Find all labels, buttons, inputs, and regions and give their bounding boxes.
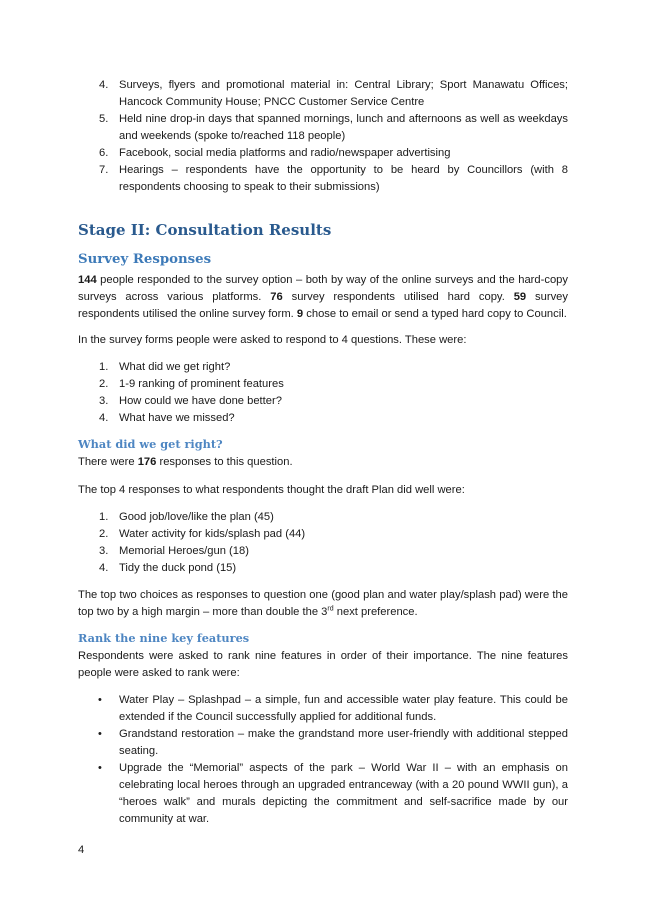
list-number: 2. <box>99 378 109 390</box>
list-item <box>78 726 568 760</box>
responses-text: responses to this question. <box>156 456 293 468</box>
survey-text: chose to email or send a typed hard copy to Council. <box>303 308 567 320</box>
margin-text: The top two choices as responses to question one (good plan and water play/splash pad) were the top two by a high margin – more than double the 3 <box>78 589 568 618</box>
rank-intro: Respondents were asked to rank nine features in order of their importance. The nine features people were asked to rank were: <box>78 650 568 679</box>
ordinal-suffix: rd <box>327 605 334 613</box>
list-number: 3. <box>99 395 109 407</box>
responses-line <box>78 454 568 471</box>
list-item <box>78 162 568 196</box>
respondent-count: 144 <box>78 274 97 286</box>
bullet-icon: • <box>98 694 102 706</box>
list-item <box>78 145 568 162</box>
what-did-we-get-right-heading: What did we get right? <box>78 437 223 451</box>
consultation-methods-list <box>78 77 568 196</box>
list-number: 7. <box>99 164 109 176</box>
responses-count: 176 <box>137 456 157 468</box>
online-count: 59 <box>513 291 527 303</box>
margin-paragraph <box>78 587 568 621</box>
survey-paragraph <box>78 272 568 323</box>
list-number: 4. <box>99 79 109 91</box>
list-number: 1. <box>99 361 109 373</box>
rank-features-heading: Rank the nine key features <box>78 631 250 645</box>
list-item <box>78 111 568 145</box>
questions-list <box>78 359 568 427</box>
list-number: 4. <box>99 412 109 424</box>
list-item-text: Upgrade the “Memorial” aspects of the park – World War II – with an emphasis on celebrating local heroes through an upgraded entranceway (with a 20 pound WWII gun), a “heroes walk” and murals depicting the commitment and self-sacrifice made by our community at war. <box>119 762 568 825</box>
list-item-text: Good job/love/like the plan (45) <box>119 511 274 523</box>
list-number: 4. <box>99 562 109 574</box>
stage-heading: Stage II: Consultation Results <box>78 221 332 239</box>
list-item <box>78 77 568 111</box>
list-number: 5. <box>99 113 109 125</box>
responses-text: There were <box>78 456 138 468</box>
list-item <box>78 359 568 376</box>
survey-responses-heading: Survey Responses <box>78 252 212 267</box>
list-item-text: Water Play – Splashpad – a simple, fun and accessible water play feature. This could be extended if the Council successfully applied for additional funds. <box>119 694 568 723</box>
top4-list <box>78 509 568 577</box>
survey-text: survey respondents utilised the online survey form. <box>78 291 568 320</box>
list-number: 3. <box>99 545 109 557</box>
bullet-icon: • <box>98 762 102 774</box>
list-item <box>78 760 568 828</box>
list-item-text: 1-9 ranking of prominent features <box>119 378 284 390</box>
list-item-text: What have we missed? <box>119 412 235 424</box>
list-item-text: Hearings – respondents have the opportunity to be heard by Councillors (with 8 respondents choosing to speak to their submissions) <box>119 164 568 193</box>
list-item-text: Tidy the duck pond (15) <box>119 562 237 574</box>
list-item <box>78 692 568 726</box>
list-item-text: How could we have done better? <box>119 395 282 407</box>
list-number: 2. <box>99 528 109 540</box>
margin-text: next preference. <box>333 606 418 618</box>
list-item-text: Memorial Heroes/gun (18) <box>119 545 249 557</box>
list-item-text: Held nine drop-in days that spanned mornings, lunch and afternoons as well as weekdays and weekends (spoke to/reached 118 people) <box>119 113 568 142</box>
survey-text: survey respondents utilised hard copy. <box>282 291 514 303</box>
list-number: 1. <box>99 511 109 523</box>
list-item-text: Surveys, flyers and promotional material in: Central Library; Sport Manawatu Offices; Hancock Community House; PNCC Customer Service Centre <box>119 79 568 108</box>
list-item <box>78 543 568 560</box>
list-item <box>78 376 568 393</box>
page-number: 4 <box>78 844 85 856</box>
list-item <box>78 393 568 410</box>
list-item <box>78 560 568 577</box>
list-number: 6. <box>99 147 109 159</box>
hard-copy-count: 76 <box>270 291 283 303</box>
bullet-icon: • <box>98 728 102 740</box>
list-item <box>78 410 568 427</box>
list-item <box>78 526 568 543</box>
questions-intro: In the survey forms people were asked to respond to 4 questions. These were: <box>78 334 467 346</box>
features-list <box>78 692 568 828</box>
list-item-text: Water activity for kids/splash pad (44) <box>119 528 306 540</box>
list-item-text: What did we get right? <box>119 361 231 373</box>
list-item-text: Facebook, social media platforms and radio/newspaper advertising <box>119 147 451 159</box>
email-count: 9 <box>296 308 304 320</box>
survey-text: people responded to the survey option – both by way of the online surveys and the hard-copy surveys across various platforms. <box>78 274 568 303</box>
list-item-text: Grandstand restoration – make the grandstand more user-friendly with additional stepped seating. <box>119 728 568 757</box>
list-item <box>78 509 568 526</box>
top4-intro: The top 4 responses to what respondents thought the draft Plan did well were: <box>78 484 465 496</box>
